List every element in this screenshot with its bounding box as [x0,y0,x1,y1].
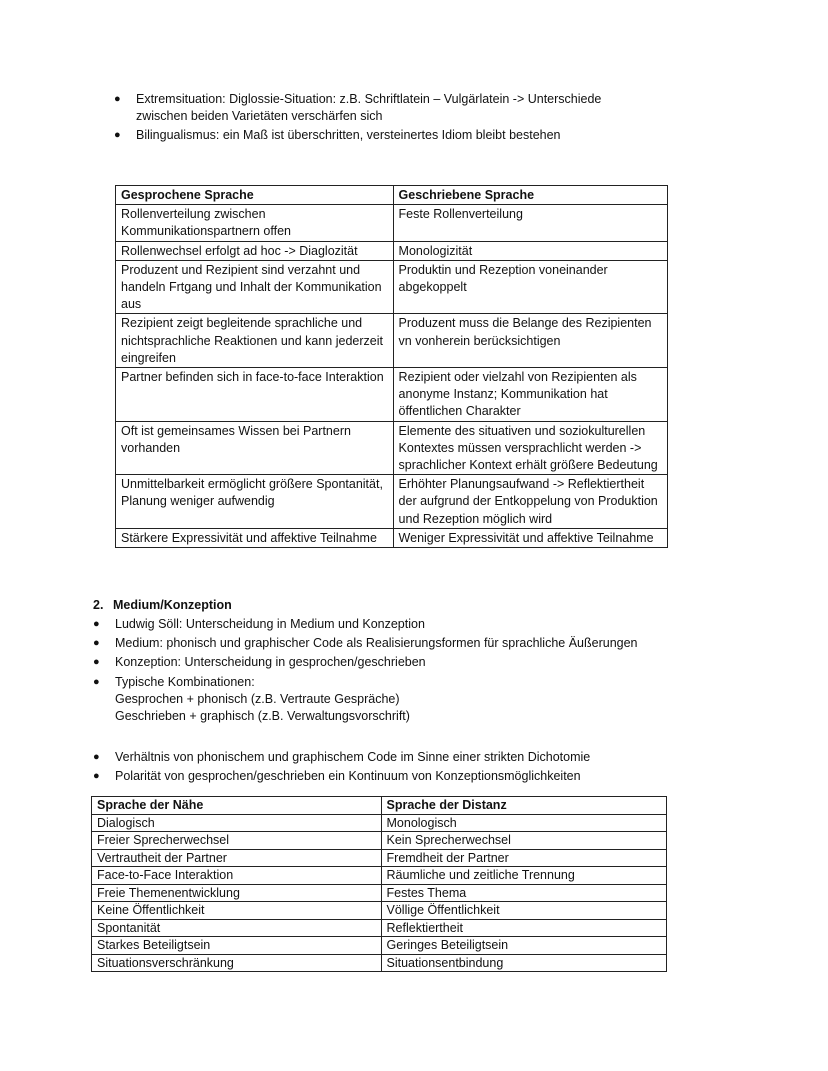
bullet-icon: ● [93,618,100,630]
combination-line: Gesprochen + phonisch (z.B. Vertraute Gespräche) [115,691,400,706]
table-cell: Spontanität [92,919,382,937]
table-row [92,814,667,832]
table-row [92,884,667,902]
bullet-icon: ● [114,129,121,142]
intro-bullet-list [114,91,656,147]
table-row [116,421,668,475]
section-heading [93,597,232,614]
table-cell: Freier Sprecherwechsel [92,832,382,850]
list-item [93,635,675,652]
list-item [114,91,656,125]
table-cell: Kein Sprecherwechsel [381,832,666,850]
table-row [92,849,667,867]
table-cell: Oft ist gemeinsames Wissen bei Partnern vorhanden [116,421,394,475]
table-row [116,368,668,422]
table-cell: Situationsverschränkung [92,954,382,972]
table-row [116,528,668,547]
table-row [116,205,668,241]
bullet-text: Polarität von gesprochen/geschrieben ein Kontinuum von Konzeptionsmöglichkeiten [115,769,581,784]
bullet-text: Typische Kombinationen: [115,674,255,689]
table-cell: Völlige Öffentlichkeit [381,902,666,920]
table-cell: Produktin und Rezeption voneinander abgekoppelt [393,260,667,314]
bullet-icon: ● [93,751,100,763]
table-cell: Freie Themenentwicklung [92,884,382,902]
list-item [93,768,675,785]
column-header: Geschriebene Sprache [393,186,667,205]
bullet-text: Verhältnis von phonischem und graphischem Code im Sinne einer strikten Dichotomie [115,750,591,764]
table-cell: Situationsentbindung [381,954,666,972]
table-cell: Festes Thema [381,884,666,902]
table-cell: Starkes Beteiligtsein [92,937,382,955]
comparison-table-proximity-distance [91,796,667,972]
table-header-row [116,186,668,205]
list-item [93,616,675,633]
section-number: 2. [93,598,104,612]
column-header: Sprache der Nähe [92,797,382,815]
bullet-icon: ● [93,637,100,650]
list-item [93,654,675,671]
column-header: Sprache der Distanz [381,797,666,815]
table-cell: Dialogisch [92,814,382,832]
table-cell: Rollenverteilung zwischen Kommunikationspartnern offen [116,205,394,241]
table-cell: Partner befinden sich in face-to-face Interaktion [116,368,394,422]
table-cell: Geringes Beteiligtsein [381,937,666,955]
table-cell: Vertrautheit der Partner [92,849,382,867]
bullet-text: Medium: phonisch und graphischer Code als Realisierungsformen für sprachliche Äußerungen [115,636,638,651]
table-cell: Elemente des situativen und soziokulturellen Kontextes müssen versprachlicht werden -> sprachlicher Kontext erhält größere Bedeutung [393,421,667,475]
bullet-text: Bilingualismus: ein Maß ist überschritten, versteinertes Idiom bleibt bestehen [136,128,561,143]
table-row [92,832,667,850]
table-row [116,475,668,529]
bullet-icon: ● [93,770,100,783]
table-cell: Produzent muss die Belange des Rezipienten vn vonherein berücksichtigen [393,314,667,368]
bullet-text: Extremsituation: Diglossie-Situation: z.B. Schriftlatein – Vulgärlatein -> Unterschiede zwischen beiden Varietäten verschärfen sich [136,92,602,124]
table-cell: Unmittelbarkeit ermöglicht größere Spontanität, Planung weniger aufwendig [116,475,394,529]
section-title: Medium/Konzeption [113,598,232,612]
table-cell: Rollenwechsel erfolgt ad hoc -> Diaglozität [116,241,394,260]
comparison-table-spoken-written [115,185,668,548]
table-row [116,260,668,314]
table-row [116,241,668,260]
table-cell: Face-to-Face Interaktion [92,867,382,885]
table-cell: Rezipient zeigt begleitende sprachliche und nichtsprachliche Reaktionen und kann jederzeit eingreifen [116,314,394,368]
table-cell: Stärkere Expressivität und affektive Teilnahme [116,528,394,547]
table-cell: Monologisch [381,814,666,832]
bullet-text: Konzeption: Unterscheidung in gesprochen/geschrieben [115,655,426,670]
table-cell: Räumliche und zeitliche Trennung [381,867,666,885]
bullet-text: Ludwig Söll: Unterscheidung in Medium und Konzeption [115,617,425,631]
column-header: Gesprochene Sprache [116,186,394,205]
section-bullet-list-2 [93,749,675,787]
table-cell: Produzent und Rezipient sind verzahnt und handeln Frtgang und Inhalt der Kommunikation aus [116,260,394,314]
table-row [116,314,668,368]
table-cell: Erhöhter Planungsaufwand -> Reflektiertheit der aufgrund der Entkoppelung von Produktion und Rezeption möglich wird [393,475,667,529]
bullet-icon: ● [93,656,100,669]
bullet-icon: ● [93,675,100,688]
table-cell: Fremdheit der Partner [381,849,666,867]
table-row [92,954,667,972]
table-row [92,902,667,920]
table-cell: Reflektiertheit [381,919,666,937]
combination-line: Geschrieben + graphisch (z.B. Verwaltungsvorschrift) [115,709,410,724]
list-item [93,674,675,726]
table-cell: Weniger Expressivität und affektive Teilnahme [393,528,667,547]
list-item [114,127,656,144]
bullet-icon: ● [114,93,121,105]
table-row [92,919,667,937]
table-cell: Feste Rollenverteilung [393,205,667,241]
table-header-row [92,797,667,815]
table-cell: Rezipient oder vielzahl von Rezipienten als anonyme Instanz; Kommunikation hat öffentlichen Charakter [393,368,667,422]
table-cell: Monologizität [393,241,667,260]
list-item [93,749,675,766]
table-row [92,867,667,885]
section-bullet-list [93,616,675,727]
table-cell: Keine Öffentlichkeit [92,902,382,920]
table-row [92,937,667,955]
